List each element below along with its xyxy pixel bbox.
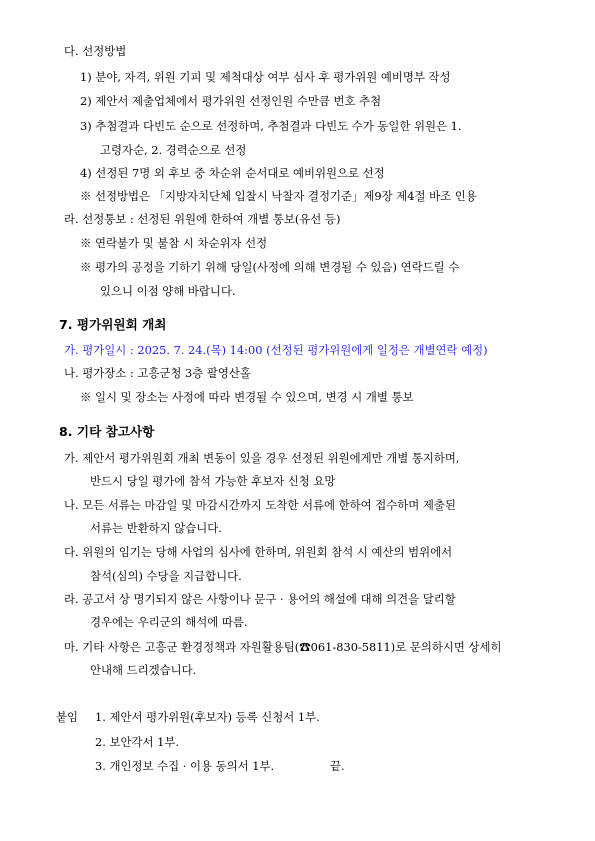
selection-method-item-3-cont: 고령자순, 2. 경력순으로 선정 xyxy=(100,143,247,157)
evaluation-place-line: 나. 평가장소 : 고흥군청 3층 팔영산홀 xyxy=(64,366,251,380)
selection-method-item-3: 3) 추첨결과 다빈도 순으로 선정하며, 추첨결과 다빈도 수가 동일한 위원은 1. xyxy=(80,119,462,133)
end-mark: 끝. xyxy=(330,759,345,773)
selection-method-note: ※ 선정방법은 「지방자치단체 입찰시 낙찰자 결정기준」제9장 제4절 바조 인용 xyxy=(80,189,477,203)
notification-note-1: ※ 연락불가 및 불참 시 차순위자 선정 xyxy=(80,236,268,250)
section8-line: 반드시 당일 평가에 참석 가능한 후보자 신청 요망 xyxy=(90,474,336,488)
section8-line: 라. 공고서 상 명기되지 않은 사항이나 문구 · 용어의 해설에 대해 의견을 달리할 xyxy=(64,592,456,606)
section8-title: 8. 기타 참고사항 xyxy=(59,424,155,439)
section8-line: 다. 위원의 임기는 당해 사업의 심사에 한하며, 위원회 참석 시 예산의 범위에서 xyxy=(64,545,453,559)
attachments-label: 붙임 xyxy=(56,710,79,724)
section8-line: 서류는 반환하지 않습니다. xyxy=(90,521,222,535)
section8-line: 가. 제안서 평가위원회 개최 변동이 있을 경우 선정된 위원에게만 개별 통지하며, xyxy=(64,451,460,465)
evaluation-date-line: 가. 평가일시 : 2025. 7. 24.(목) 14:00 (선정된 평가위원에게 일정은 개별연락 예정) xyxy=(64,343,488,357)
selection-method-item-1: 1) 분야, 자격, 위원 기피 및 제척대상 여부 심사 후 평가위원 예비명부 작성 xyxy=(80,70,451,84)
notification-note-2: ※ 평가의 공정을 기하기 위해 당일(사정에 의해 변경될 수 있음) 연락드릴 수 xyxy=(80,260,460,274)
evaluation-note: ※ 일시 및 장소는 사정에 따라 변경될 수 있으며, 변경 시 개별 통보 xyxy=(80,390,414,404)
attachment-item-3: 3. 개인정보 수집 · 이용 동의서 1부. xyxy=(95,759,275,773)
section8-line: 나. 모든 서류는 마감일 및 마감시간까지 도착한 서류에 한하여 접수하며 제출된 xyxy=(64,498,456,512)
section8-line: 경우에는 우리군의 해석에 따름. xyxy=(90,615,248,629)
selection-method-item-4: 4) 선정된 7명 외 후보 중 차순위 순서대로 예비위원으로 선정 xyxy=(80,166,385,180)
selection-method-heading: 다. 선정방법 xyxy=(64,44,127,58)
section7-title: 7. 평가위원회 개최 xyxy=(59,317,167,332)
notification-note-2-cont: 있으니 이점 양해 바랍니다. xyxy=(100,284,236,298)
section8-line: 안내해 드리겠습니다. xyxy=(90,663,197,677)
attachment-item-2: 2. 보안각서 1부. xyxy=(95,735,179,749)
section8-line: 마. 기타 사항은 고흥군 환경정책과 자원활용팀(☎061-830-5811)로 문의하시면 상세히 xyxy=(64,640,502,654)
notification-heading: 라. 선정통보 : 선정된 위원에 한하여 개별 통보(유선 등) xyxy=(64,212,341,226)
selection-method-item-2: 2) 제안서 제출업체에서 평가위원 선정인원 수만큼 번호 추첨 xyxy=(80,94,382,108)
section8-line: 참석(심의) 수당을 지급합니다. xyxy=(90,569,242,583)
attachment-item-1: 1. 제안서 평가위원(후보자) 등록 신청서 1부. xyxy=(95,710,320,724)
